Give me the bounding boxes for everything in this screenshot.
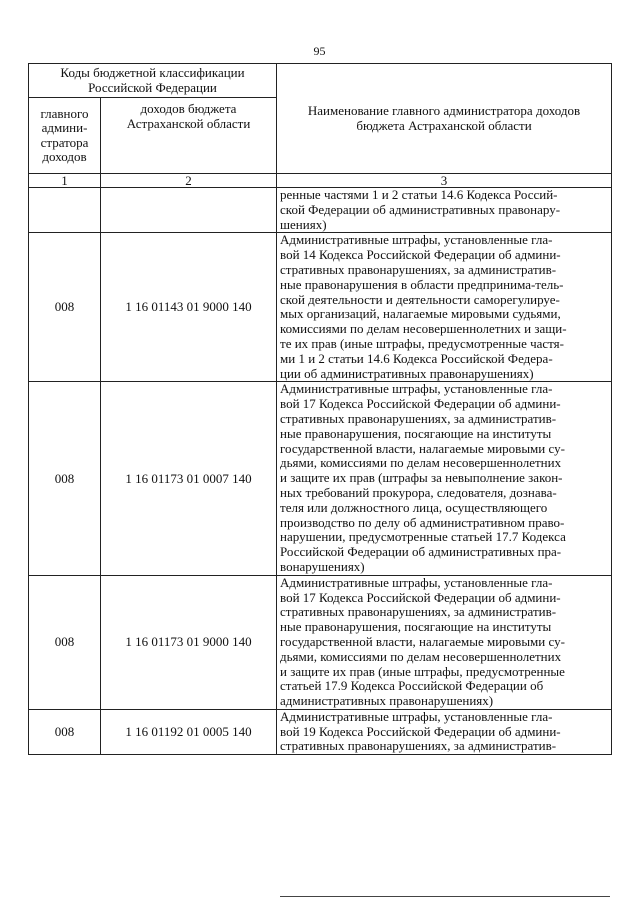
header-col1-title [29,98,101,174]
header-col3-line: Наименование главного администратора доходов [307,103,581,118]
header-group-title [29,64,277,98]
description-cell [277,188,612,233]
description-line: и защите их прав (штрафы за невыполнение закон- [280,470,563,486]
column-number-row [29,174,612,188]
income-code-cell [101,188,277,233]
description-line: ные правонарушения в области предпринима-тель- [280,276,564,292]
description-line: вой 14 Кодекса Российской Федерации об админи- [280,247,561,263]
income-code-cell: 1 16 01173 01 9000 140 [101,575,277,709]
header-col2-line: Астраханской области [126,115,251,131]
admin-code-cell: 008 [29,575,101,709]
description-line: ской деятельности и деятельности саморегулируе- [280,291,560,307]
admin-code-cell: 008 [29,233,101,382]
admin-code-cell: 008 [29,382,101,575]
description-line: комиссиями по делам несовершеннолетних и защи- [280,321,567,337]
admin-code-cell: 008 [29,709,101,754]
header-group-title-line: Российской Федерации [88,79,217,95]
description-line: дьями, комиссиями по делам несовершеннолетних [280,455,562,471]
description-line: вонарушениях) [280,558,365,574]
income-code-cell: 1 16 01192 01 0005 140 [101,709,277,754]
admin-code-cell [29,188,101,233]
description-line: ской Федерации об административных правонару- [280,201,561,217]
description-cell [277,382,612,575]
description-line: вой 17 Кодекса Российской Федерации об админи- [280,396,561,412]
description-line: ные правонарушения, посягающие на институты [280,425,552,441]
header-col1-line: главного [40,105,89,121]
table-row [29,188,612,233]
table-row [29,233,612,382]
description-line: Административные штрафы, установленные гла- [280,381,553,397]
description-line: те их прав (иные штрафы, предусмотренные частя- [280,335,564,351]
header-col2-title [101,98,277,174]
description-line: государственной власти, налагаемые мировыми су- [280,633,565,649]
description-line: и защите их прав (иные штрафы, предусмотренные [280,663,565,679]
header-col1-line: админи- [41,120,88,135]
description-line: Российской Федерации об административных пра- [280,544,562,560]
column-number: 2 [101,174,277,188]
description-line: статьей 17.9 Кодекса Российской Федерации об [280,678,544,694]
description-line: ных требований прокурора, следователя, дознава- [280,484,557,500]
description-line: стративных правонарушениях, за административ- [280,604,557,620]
description-line: шениях) [280,216,327,232]
column-number: 1 [29,174,101,188]
description-line: стративных правонарушениях, за административ- [280,410,557,426]
description-cell [277,233,612,382]
income-code-cell: 1 16 01173 01 0007 140 [101,382,277,575]
description-line: ренные частями 1 и 2 статьи 14.6 Кодекса Россий- [280,187,558,202]
description-line: Административные штрафы, установленные гла- [280,232,553,248]
header-col1-line: доходов [42,149,87,164]
description-line: теля или должностного лица, осуществляющего [280,499,548,515]
description-line: вой 19 Кодекса Российской Федерации об админи- [280,723,561,739]
description-line: ные правонарушения, посягающие на институты [280,619,552,635]
description-line: ции об административных правонарушениях) [280,365,534,381]
description-line: стративных правонарушениях, за административ- [280,261,557,277]
header-col2-line: доходов бюджета [140,101,237,116]
header-col3-line: бюджета Астраханской области [356,117,532,133]
description-line: Административные штрафы, установленные гла- [280,574,553,590]
description-line: стративных правонарушениях, за административ- [280,738,557,754]
description-cell [277,709,612,754]
table-row [29,575,612,709]
header-row-group [29,64,612,98]
income-code-cell: 1 16 01143 01 9000 140 [101,233,277,382]
description-line: производство по делу об административном право- [280,514,565,530]
page-bottom-rule [280,896,610,897]
description-line: государственной власти, налагаемые мировыми су- [280,440,565,456]
description-cell [277,575,612,709]
table-row [29,709,612,754]
budget-classification-table [28,63,612,755]
description-line: Административные штрафы, установленные гла- [280,708,553,724]
header-col1-line: стратора [40,134,89,150]
table-row [29,382,612,575]
page-number: 95 [313,44,326,58]
header-col3-title [277,64,612,174]
description-line: ми 1 и 2 статьи 14.6 Кодекса Российской Федера- [280,350,553,366]
description-line: административных правонарушениях) [280,693,494,709]
description-line: мых организаций, налагаемые мировыми судьями, [280,306,561,322]
header-group-title-line: Коды бюджетной классификации [60,65,245,80]
description-line: дьями, комиссиями по делам несовершеннолетних [280,648,562,664]
column-number: 3 [277,174,612,188]
description-line: вой 17 Кодекса Российской Федерации об админи- [280,589,561,605]
description-line: нарушении, предусмотренные статьей 17.7 Кодекса [280,529,566,545]
